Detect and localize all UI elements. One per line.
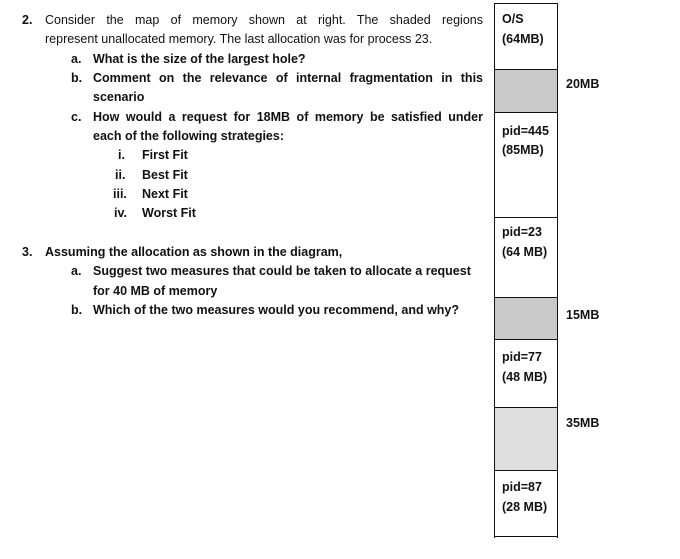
memory-segment-pid-23	[495, 218, 557, 297]
question-text-line: Assuming the allocation as shown in the diagram,	[45, 245, 343, 259]
item-text: How would a request for 18MB of memory be satisfied under	[93, 110, 483, 124]
memory-segment-os	[495, 4, 557, 70]
segment-label: O/S	[502, 12, 524, 26]
strategy-text: Next Fit	[142, 187, 188, 201]
strategy-label: iv.	[114, 206, 127, 220]
memory-segment-pid-77	[495, 340, 557, 407]
hole-size-label: 20MB	[566, 77, 600, 91]
question-number: 2.	[22, 13, 33, 27]
segment-size: (64MB)	[502, 32, 544, 46]
item-text: for 40 MB of memory	[93, 284, 218, 298]
item-label: a.	[71, 264, 82, 278]
memory-hole-20mb	[495, 70, 557, 112]
strategy-text: Worst Fit	[142, 206, 196, 220]
segment-size: (85MB)	[502, 143, 544, 157]
segment-size: (28 MB)	[502, 500, 548, 514]
memory-hole-35mb	[495, 408, 557, 470]
strategy-label: ii.	[115, 168, 126, 182]
hole-size-label: 15MB	[566, 308, 600, 322]
divider	[495, 536, 557, 537]
item-label: a.	[71, 52, 82, 66]
segment-size: (48 MB)	[502, 370, 548, 384]
question-text-line: Consider the map of memory shown at right. The shaded regions	[45, 13, 483, 27]
item-text: Suggest two measures that could be taken to allocate a request	[93, 264, 471, 278]
item-text: Which of the two measures would you recommend, and why?	[93, 303, 460, 317]
strategy-label: i.	[118, 148, 125, 162]
item-text: scenario	[93, 90, 145, 104]
segment-label: pid=23	[502, 225, 542, 239]
memory-segment-pid-445	[495, 113, 557, 217]
item-text: each of the following strategies:	[93, 129, 284, 143]
memory-segment-pid-87	[495, 471, 557, 537]
segment-label: pid=87	[502, 480, 542, 494]
segment-size: (64 MB)	[502, 245, 548, 259]
strategy-text: First Fit	[142, 148, 188, 162]
item-label: c.	[71, 110, 82, 124]
item-label: b.	[71, 303, 83, 317]
strategy-text: Best Fit	[142, 168, 188, 182]
memory-map	[494, 3, 558, 538]
strategy-label: iii.	[113, 187, 127, 201]
hole-size-label: 35MB	[566, 416, 600, 430]
segment-label: pid=77	[502, 350, 542, 364]
memory-hole-15mb	[495, 298, 557, 339]
question-number: 3.	[22, 245, 33, 259]
item-text: Comment on the relevance of internal fragmentation in this	[93, 71, 483, 85]
item-label: b.	[71, 71, 83, 85]
question-text-line: represent unallocated memory. The last allocation was for process 23.	[45, 32, 433, 46]
item-text: What is the size of the largest hole?	[93, 52, 306, 66]
segment-label: pid=445	[502, 124, 549, 138]
